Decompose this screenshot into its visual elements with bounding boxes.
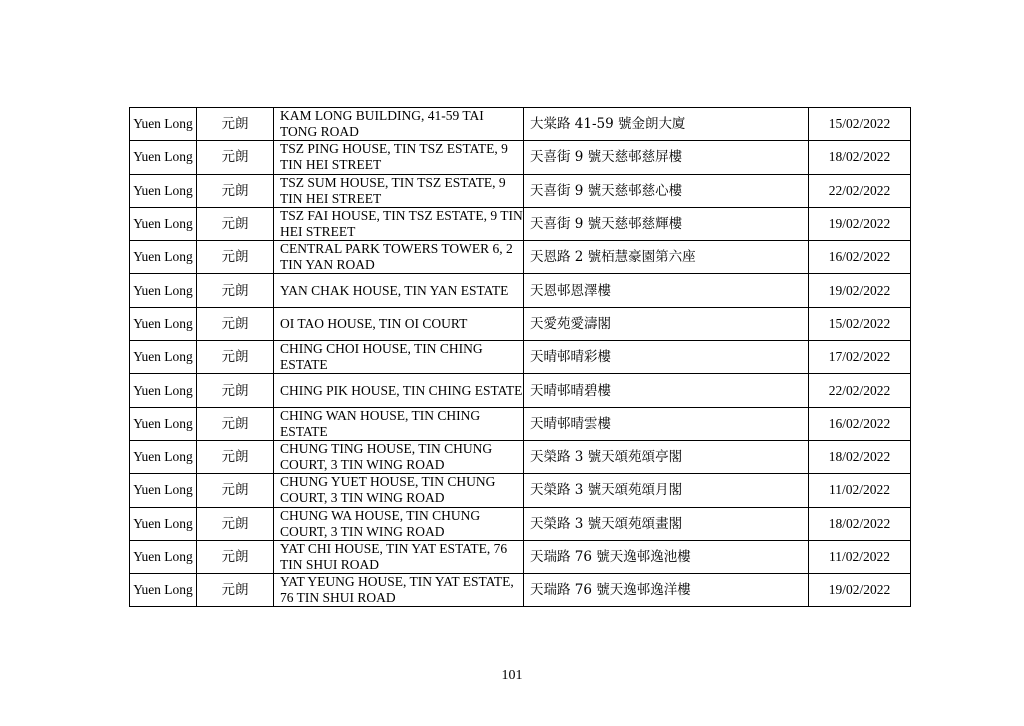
district-zh-cell: 元朗 — [197, 407, 274, 440]
table-row — [130, 241, 911, 274]
page-number: 101 — [501, 668, 523, 683]
table-row — [130, 341, 911, 374]
district-en-cell: Yuen Long — [130, 474, 197, 507]
date-cell: 16/02/2022 — [809, 241, 911, 274]
address-zh-cell: 天喜街 9 號天慈邨慈輝樓 — [524, 207, 809, 240]
district-en-cell: Yuen Long — [130, 341, 197, 374]
district-en-cell: Yuen Long — [130, 207, 197, 240]
address-zh-cell: 天瑞路 76 號天逸邨逸池樓 — [524, 540, 809, 573]
address-en-cell: YAN CHAK HOUSE, TIN YAN ESTATE — [274, 274, 524, 307]
date-cell: 19/02/2022 — [809, 574, 911, 607]
date-cell: 19/02/2022 — [809, 274, 911, 307]
address-zh-cell: 天愛苑愛濤閣 — [524, 307, 809, 340]
district-zh-cell: 元朗 — [197, 108, 274, 141]
date-cell: 22/02/2022 — [809, 174, 911, 207]
table-body — [130, 108, 911, 607]
address-zh-cell: 天晴邨晴雲樓 — [524, 407, 809, 440]
date-cell: 15/02/2022 — [809, 307, 911, 340]
address-en-cell: CHUNG TING HOUSE, TIN CHUNG COURT, 3 TIN WING ROAD — [274, 440, 524, 473]
table-row — [130, 274, 911, 307]
table-row — [130, 407, 911, 440]
building-list-table — [129, 107, 911, 607]
district-en-cell: Yuen Long — [130, 407, 197, 440]
district-zh-cell: 元朗 — [197, 341, 274, 374]
district-en-cell: Yuen Long — [130, 241, 197, 274]
address-en-cell: YAT YEUNG HOUSE, TIN YAT ESTATE, 76 TIN SHUI ROAD — [274, 574, 524, 607]
address-en-cell: TSZ SUM HOUSE, TIN TSZ ESTATE, 9 TIN HEI STREET — [274, 174, 524, 207]
address-zh-cell: 天恩邨恩澤樓 — [524, 274, 809, 307]
address-zh-cell: 天喜街 9 號天慈邨慈屏樓 — [524, 141, 809, 174]
address-zh-cell: 天喜街 9 號天慈邨慈心樓 — [524, 174, 809, 207]
address-zh-cell: 天榮路 3 號天頌苑頌月閣 — [524, 474, 809, 507]
date-cell: 15/02/2022 — [809, 108, 911, 141]
table-row — [130, 574, 911, 607]
date-cell: 17/02/2022 — [809, 341, 911, 374]
address-zh-cell: 天榮路 3 號天頌苑頌畫閣 — [524, 507, 809, 540]
district-en-cell: Yuen Long — [130, 108, 197, 141]
date-cell: 11/02/2022 — [809, 540, 911, 573]
district-zh-cell: 元朗 — [197, 307, 274, 340]
address-zh-cell: 天恩路 2 號栢慧豪園第六座 — [524, 241, 809, 274]
address-en-cell: KAM LONG BUILDING, 41-59 TAI TONG ROAD — [274, 108, 524, 141]
district-en-cell: Yuen Long — [130, 274, 197, 307]
date-cell: 18/02/2022 — [809, 507, 911, 540]
address-en-cell: TSZ PING HOUSE, TIN TSZ ESTATE, 9 TIN HEI STREET — [274, 141, 524, 174]
address-en-cell: CHING CHOI HOUSE, TIN CHING ESTATE — [274, 341, 524, 374]
district-zh-cell: 元朗 — [197, 274, 274, 307]
district-zh-cell: 元朗 — [197, 574, 274, 607]
district-en-cell: Yuen Long — [130, 507, 197, 540]
address-en-cell: TSZ FAI HOUSE, TIN TSZ ESTATE, 9 TIN HEI STREET — [274, 207, 524, 240]
table-row — [130, 307, 911, 340]
date-cell: 19/02/2022 — [809, 207, 911, 240]
table-row — [130, 207, 911, 240]
table-row — [130, 141, 911, 174]
address-en-cell: OI TAO HOUSE, TIN OI COURT — [274, 307, 524, 340]
district-en-cell: Yuen Long — [130, 540, 197, 573]
district-en-cell: Yuen Long — [130, 574, 197, 607]
district-zh-cell: 元朗 — [197, 174, 274, 207]
district-zh-cell: 元朗 — [197, 507, 274, 540]
table-row — [130, 174, 911, 207]
address-en-cell: CHUNG YUET HOUSE, TIN CHUNG COURT, 3 TIN WING ROAD — [274, 474, 524, 507]
district-en-cell: Yuen Long — [130, 440, 197, 473]
district-zh-cell: 元朗 — [197, 141, 274, 174]
table-row — [130, 374, 911, 407]
address-en-cell: CHUNG WA HOUSE, TIN CHUNG COURT, 3 TIN WING ROAD — [274, 507, 524, 540]
address-en-cell: CHING WAN HOUSE, TIN CHING ESTATE — [274, 407, 524, 440]
address-zh-cell: 天晴邨晴彩樓 — [524, 341, 809, 374]
district-zh-cell: 元朗 — [197, 241, 274, 274]
district-en-cell: Yuen Long — [130, 374, 197, 407]
district-zh-cell: 元朗 — [197, 540, 274, 573]
district-zh-cell: 元朗 — [197, 374, 274, 407]
table-row — [130, 108, 911, 141]
district-zh-cell: 元朗 — [197, 207, 274, 240]
district-en-cell: Yuen Long — [130, 307, 197, 340]
date-cell: 22/02/2022 — [809, 374, 911, 407]
district-en-cell: Yuen Long — [130, 141, 197, 174]
address-en-cell: CHING PIK HOUSE, TIN CHING ESTATE — [274, 374, 524, 407]
district-zh-cell: 元朗 — [197, 474, 274, 507]
address-zh-cell: 天晴邨晴碧樓 — [524, 374, 809, 407]
table-row — [130, 507, 911, 540]
address-en-cell: YAT CHI HOUSE, TIN YAT ESTATE, 76 TIN SHUI ROAD — [274, 540, 524, 573]
date-cell: 18/02/2022 — [809, 141, 911, 174]
address-en-cell: CENTRAL PARK TOWERS TOWER 6, 2 TIN YAN ROAD — [274, 241, 524, 274]
date-cell: 18/02/2022 — [809, 440, 911, 473]
district-zh-cell: 元朗 — [197, 440, 274, 473]
date-cell: 11/02/2022 — [809, 474, 911, 507]
address-zh-cell: 天榮路 3 號天頌苑頌亭閣 — [524, 440, 809, 473]
table-row — [130, 540, 911, 573]
district-en-cell: Yuen Long — [130, 174, 197, 207]
table-row — [130, 474, 911, 507]
address-zh-cell: 天瑞路 76 號天逸邨逸洋樓 — [524, 574, 809, 607]
address-zh-cell: 大棠路 41-59 號金朗大廈 — [524, 108, 809, 141]
table-row — [130, 440, 911, 473]
date-cell: 16/02/2022 — [809, 407, 911, 440]
